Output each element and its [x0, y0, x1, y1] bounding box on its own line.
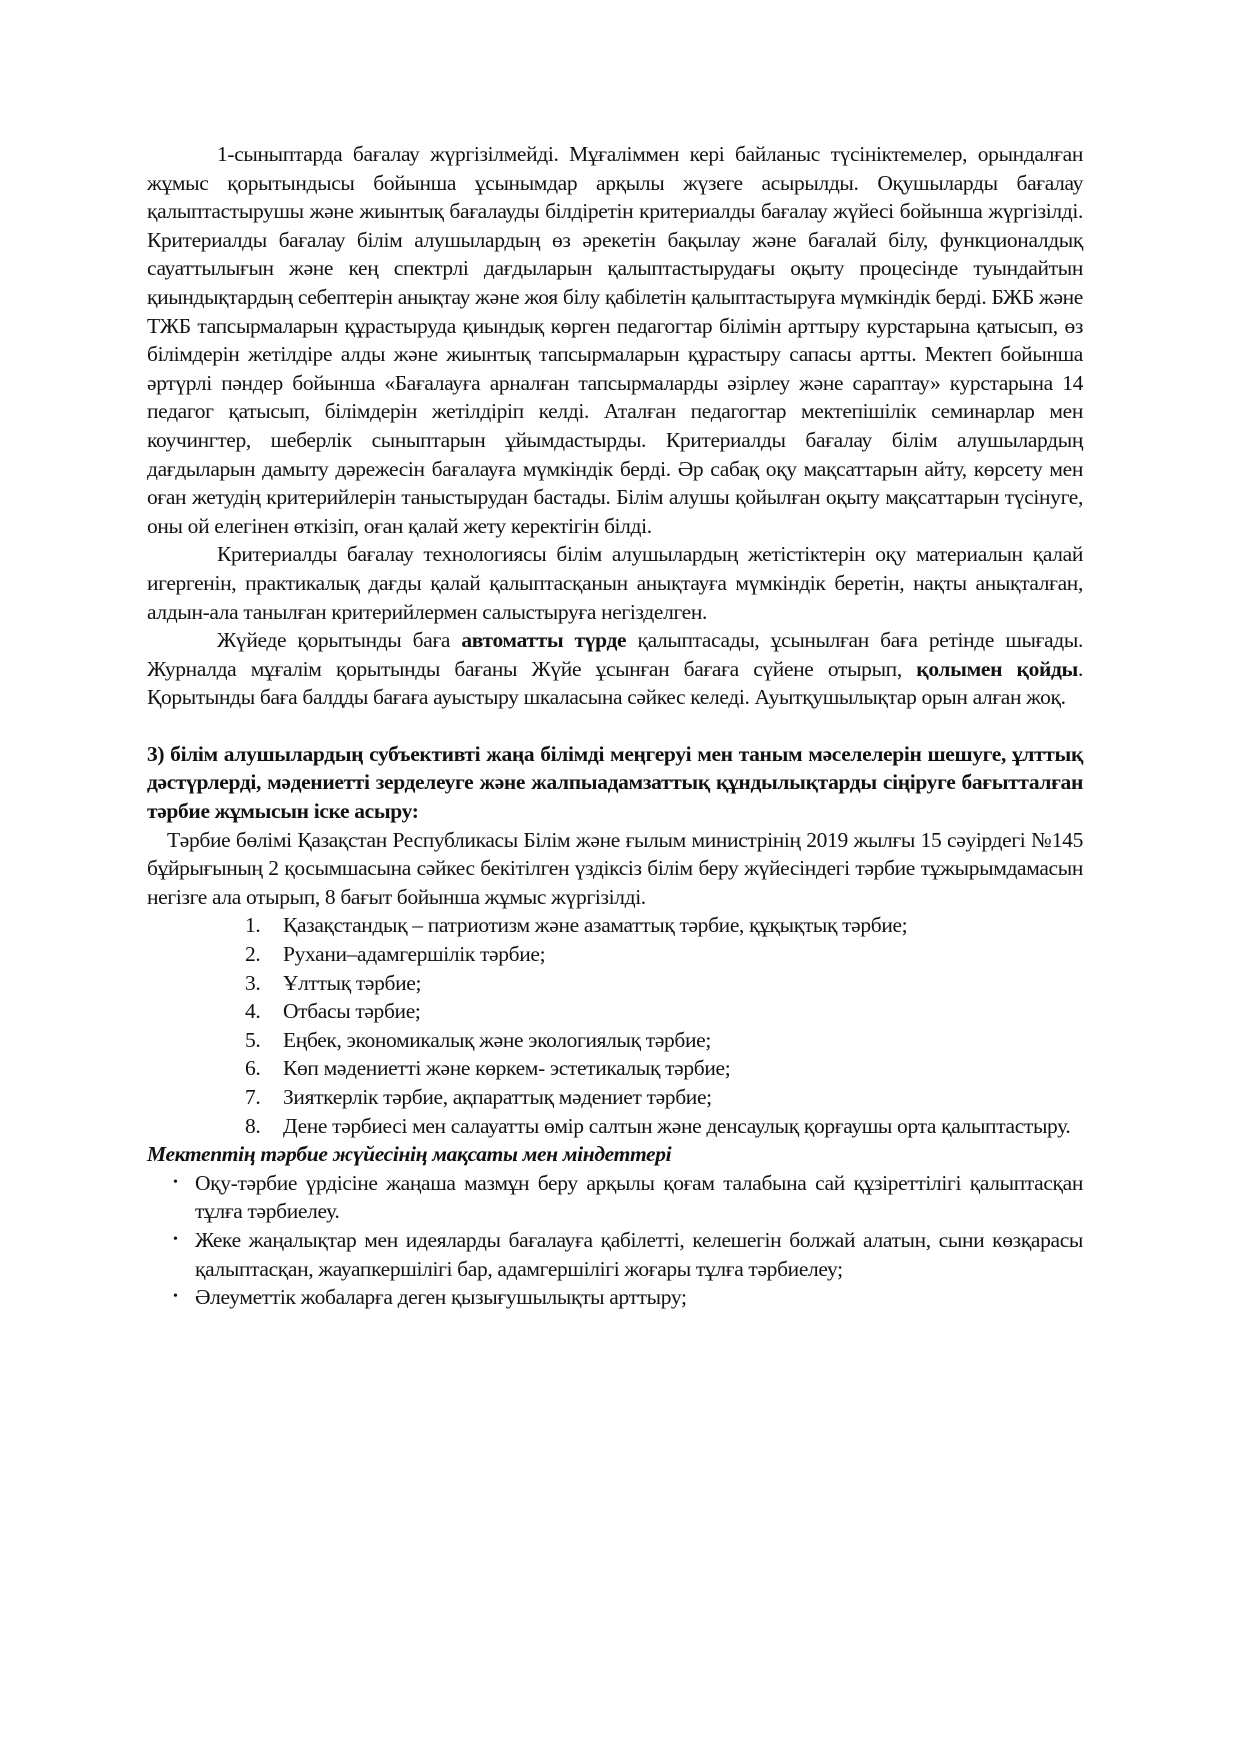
- list-item: [147, 969, 1083, 998]
- list-item: [147, 1083, 1083, 1112]
- list-item: [147, 997, 1083, 1026]
- list-item: [147, 1112, 1083, 1141]
- list-item: [147, 1283, 1083, 1312]
- list-item: [147, 1169, 1083, 1226]
- bold-text: автоматты түрде: [461, 628, 627, 653]
- paragraph-final-grade: [147, 626, 1083, 712]
- list-item-text: Көп мәдениетті және көркем- эстетикалық тәрбие;: [283, 1056, 731, 1081]
- list-number: 3.: [245, 970, 261, 995]
- list-item-text: Дене тәрбиесі мен салауатты өмір салтын және денсаулық қорғаушы орта қалыптастыру.: [283, 1113, 1071, 1138]
- document-page: [147, 140, 1083, 1312]
- text: қалыптасады, ұсынылған баға ретінде шығады. Журналда мұғалім қорытынды бағаны Жүйе ұсынған бағаға сүйене отырып,: [147, 628, 1083, 681]
- spacer: [147, 712, 1083, 740]
- list-item-text: Әлеуметтік жобаларға деген қызығушылықты арттыру;: [195, 1285, 687, 1310]
- list-item: [147, 1054, 1083, 1083]
- list-item-text: Еңбек, экономикалық және экологиялық тәрбие;: [283, 1027, 711, 1052]
- list-item-text: Жеке жаңалықтар мен идеяларды бағалауға қабілетті, келешегін болжай алатын, сыни көзқарасы қалыптасқан, жауапкершілігі бар, адамгершілігі жоғары тұлға тәрбиелеу;: [195, 1227, 1083, 1281]
- bullet-icon: •: [173, 1174, 178, 1190]
- list-item-text: Зияткерлік тәрбие, ақпараттық мәдениет тәрбие;: [283, 1085, 712, 1109]
- directions-list: [147, 911, 1083, 1140]
- text: Жүйеде қорытынды баға: [217, 628, 462, 653]
- list-item-text: Отбасы тәрбие;: [283, 999, 421, 1024]
- subheading-goals: Мектептің тәрбие жүйесінің мақсаты мен міндеттері: [147, 1142, 672, 1167]
- goals-list: [147, 1169, 1083, 1312]
- list-number: 5.: [245, 1027, 261, 1052]
- bullet-icon: •: [173, 1231, 178, 1247]
- list-number: 2.: [245, 942, 261, 967]
- paragraph-assessment: 1-сыныптарда бағалау жүргізілмейді. Мұғаліммен кері байланыс түсініктемелер, орындалған жұмыс қорытындысы бойынша ұсынымдар арқылы жүзеге асырылды. Оқушыларды бағалау қалыптастырушы және жиынтық бағалауды білдіретін критериалды бағалау жүйесі бойынша жүргізілді. Критериалды бағалау білім алушылардың өз әрекетін бақылау және бағалай білу, функционалдық сауаттылығын және кең спектрлі дағдыларын қалыптастырудағы оқыту процесінде туындайтын қиындықтардың себептерін анықтау және жоя білу қабілетін қалыптастыруға мүмкіндік берді. БЖБ және ТЖБ тапсырмаларын құрастыруда қиындық көрген педагогтар білімін арттыру курстарына қатысып, өз білімдерін жетілдіре алды және жиынтық тапсырмаларын құрастыру сапасы артты. Мектеп бойынша әртүрлі пәндер бойынша «Бағалауға арналған тапсырмаларды әзірлеу және сараптау» курстарына 14 педагог қатысып, білімдерін жетілдіріп келді. Аталған педагогтар мектепішілік семинарлар мен коучингтер, шеберлік сыныптарын ұйымдастырды. Критериалды бағалау білім алушылардың дағдыларын дамыту дәрежесін бағалауға мүмкіндік берді. Әр сабақ оқу мақсаттарын айту, көрсету мен оған жетудің критерийлерін таныстырудан бастады. Білім алушы қойылған оқыту мақсаттарын түсінуге, оны ой елегінен өткізіп, оған қалай жету керектігін білді.: [147, 142, 1083, 538]
- list-item: [147, 1026, 1083, 1055]
- paragraph-criteria-technology: Критериалды бағалау технологиясы білім алушылардың жетістіктерін оқу материалын қалай игергенін, практикалық дағды қалай қалыптасқанын анықтауға мүмкіндік беретін, нақты анықталған, алдын-ала танылған критерийлермен салыстыруға негізделген.: [147, 542, 1083, 624]
- list-number: 6.: [245, 1056, 261, 1081]
- text: . Қорытынды баға балдды бағаға ауыстыру шкаласына сәйкес келеді. Ауытқушылықтар орын алған жоқ.: [147, 656, 1084, 710]
- paragraph-upbringing-department: Тәрбие бөлімі Қазақстан Республикасы Білім және ғылым министрінің 2019 жылғы 15 сәуірдегі №145 бұйрығының 2 қосымшасына сәйкес бекітілген үздіксіз білім беру жүйесіндегі тәрбие тұжырымдамасын негізге ала отырып, 8 бағыт бойынша жұмыс жүргізілді.: [147, 827, 1083, 909]
- list-item: [147, 1226, 1083, 1283]
- list-number: 8.: [245, 1113, 261, 1138]
- bold-text: қолымен қойды: [916, 656, 1078, 681]
- list-number: 1.: [245, 913, 261, 938]
- list-item-text: Ұлттық тәрбие;: [283, 970, 422, 995]
- list-item-text: Рухани–адамгершілік тәрбие;: [283, 942, 546, 967]
- bullet-icon: •: [173, 1289, 178, 1305]
- list-number: 7.: [245, 1085, 261, 1109]
- list-item-text: Оқу-тәрбие үрдісіне жаңаша мазмұн беру арқылы қоғам талабына сай құзіреттілігі қалыптасқан тұлға тәрбиелеу.: [195, 1170, 1083, 1224]
- section-heading: 3) білім алушылардың субъективті жаңа білімді меңгеруі мен таным мәселелерін шешуге, ұлттық дәстүрлерді, мәдениетті зерделеуге және жалпыадамзаттық құндылықтарды сіңіруге бағытталған тәрбие жұмысын іске асыру:: [147, 741, 1083, 824]
- list-number: 4.: [245, 999, 261, 1024]
- list-item: [147, 940, 1083, 969]
- list-item-text: Қазақстандық – патриотизм және азаматтық тәрбие, құқықтық тәрбие;: [283, 913, 908, 938]
- list-item: [147, 911, 1083, 940]
